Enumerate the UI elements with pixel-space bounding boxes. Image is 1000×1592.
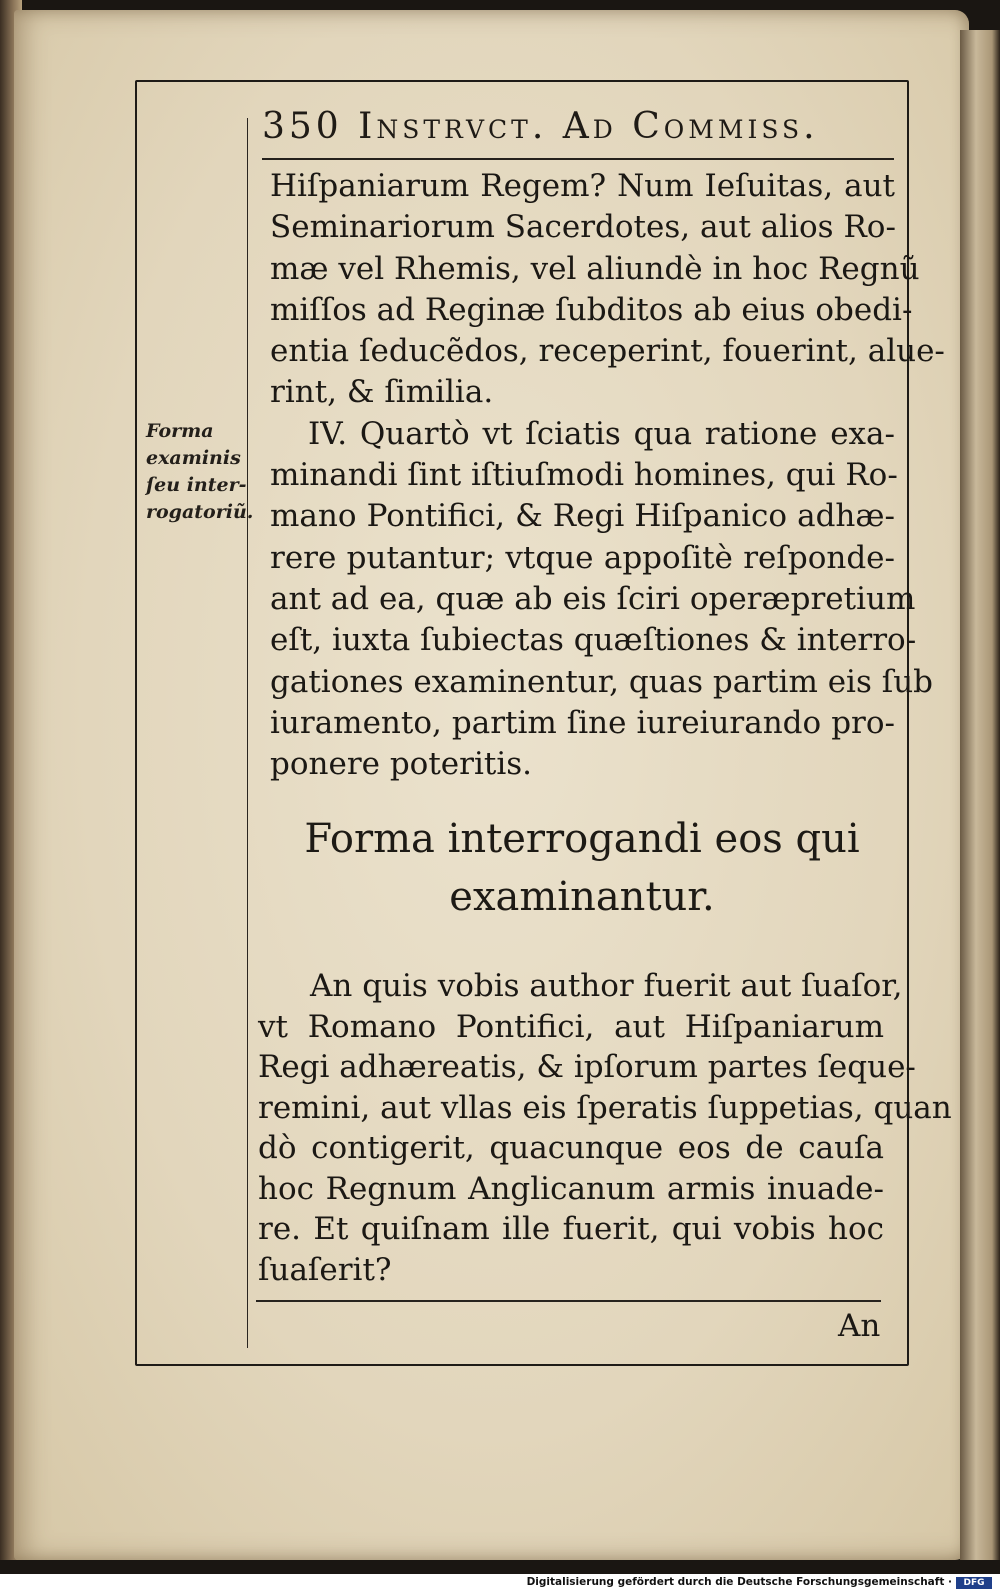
text-line: Seminariorum Sacerdotes, aut alios Ro-: [270, 209, 896, 246]
text-line: Regi adhæreatis, & ipſorum partes ſeque-: [258, 1049, 916, 1085]
text-line: mano Pontifici, & Regi Hiſpanico adhæ-: [270, 498, 895, 535]
marginal-note: [146, 418, 264, 526]
text-line: miſſos ad Reginæ ſubditos ab eius obedi-: [270, 291, 913, 328]
section-title-line: examinantur.: [449, 874, 715, 920]
text-line: rint, & ſimilia.: [270, 374, 494, 411]
digitization-credit: Digitalisierung gefördert durch die Deutsche Forschungsgemeinschaft ·: [526, 1576, 952, 1588]
text-line: re. Et quiſnam ille fuerit, qui vobis hoc: [258, 1211, 884, 1247]
book-right-edge: [960, 30, 1000, 1560]
running-head: 350 Instrvct. Ad Commiss.: [262, 106, 819, 147]
text-line: vt Romano Pontifici, aut Hiſpaniarum: [258, 1008, 884, 1045]
text-line: remini, aut vllas eis ſperatis ſuppetias, quan: [258, 1089, 952, 1126]
text-line: eſt, iuxta ſubiectas quæſtiones & interro-: [270, 622, 917, 659]
text-line: ant ad ea, quæ ab eis ſciri operæpretium: [270, 580, 916, 617]
text-line: minandi ſint iſtiuſmodi homines, qui Ro-: [270, 457, 898, 494]
marginal-line: ſeu inter-: [146, 474, 247, 496]
bottom-rule: [256, 1300, 881, 1302]
body-text: [270, 166, 945, 785]
text-line: rere putantur; vtque appoſitè reſponde-: [270, 539, 895, 576]
catchword: An: [838, 1308, 881, 1344]
section-title: [262, 810, 902, 926]
text-line: entia ſeducẽdos, receperint, fouerint, alue-: [270, 333, 945, 370]
head-rule: [262, 158, 894, 160]
question-paragraph: [258, 966, 952, 1290]
text-line: hoc Regnum Anglicanum armis inuade-: [258, 1170, 884, 1207]
text-line: Hiſpaniarum Regem? Num Ieſuitas, aut: [270, 168, 895, 204]
text-line: gationes examinentur, quas partim eis ſub: [270, 663, 934, 700]
dfg-logo-icon: DFG: [956, 1577, 992, 1589]
marginal-line: Forma: [146, 420, 214, 442]
text-line: ſuaſerit?: [258, 1251, 392, 1288]
margin-rule: [247, 118, 248, 1348]
section-title-line: Forma interrogandi eos qui: [304, 816, 860, 862]
text-line: iuramento, partim ſine iureiurando pro-: [270, 704, 895, 741]
marginal-line: examinis: [146, 447, 241, 469]
text-line: IV. Quartò vt ſciatis qua ratione exa-: [308, 415, 895, 452]
text-line: mæ vel Rhemis, vel aliundè in hoc Regnũ: [270, 250, 920, 287]
text-line: An quis vobis author fuerit aut ſuaſor,: [310, 968, 903, 1004]
marginal-line: rogatoriũ.: [146, 501, 254, 523]
text-line: ponere poteritis.: [270, 746, 533, 783]
text-line: dò contigerit, quacunque eos de cauſa: [258, 1130, 884, 1166]
